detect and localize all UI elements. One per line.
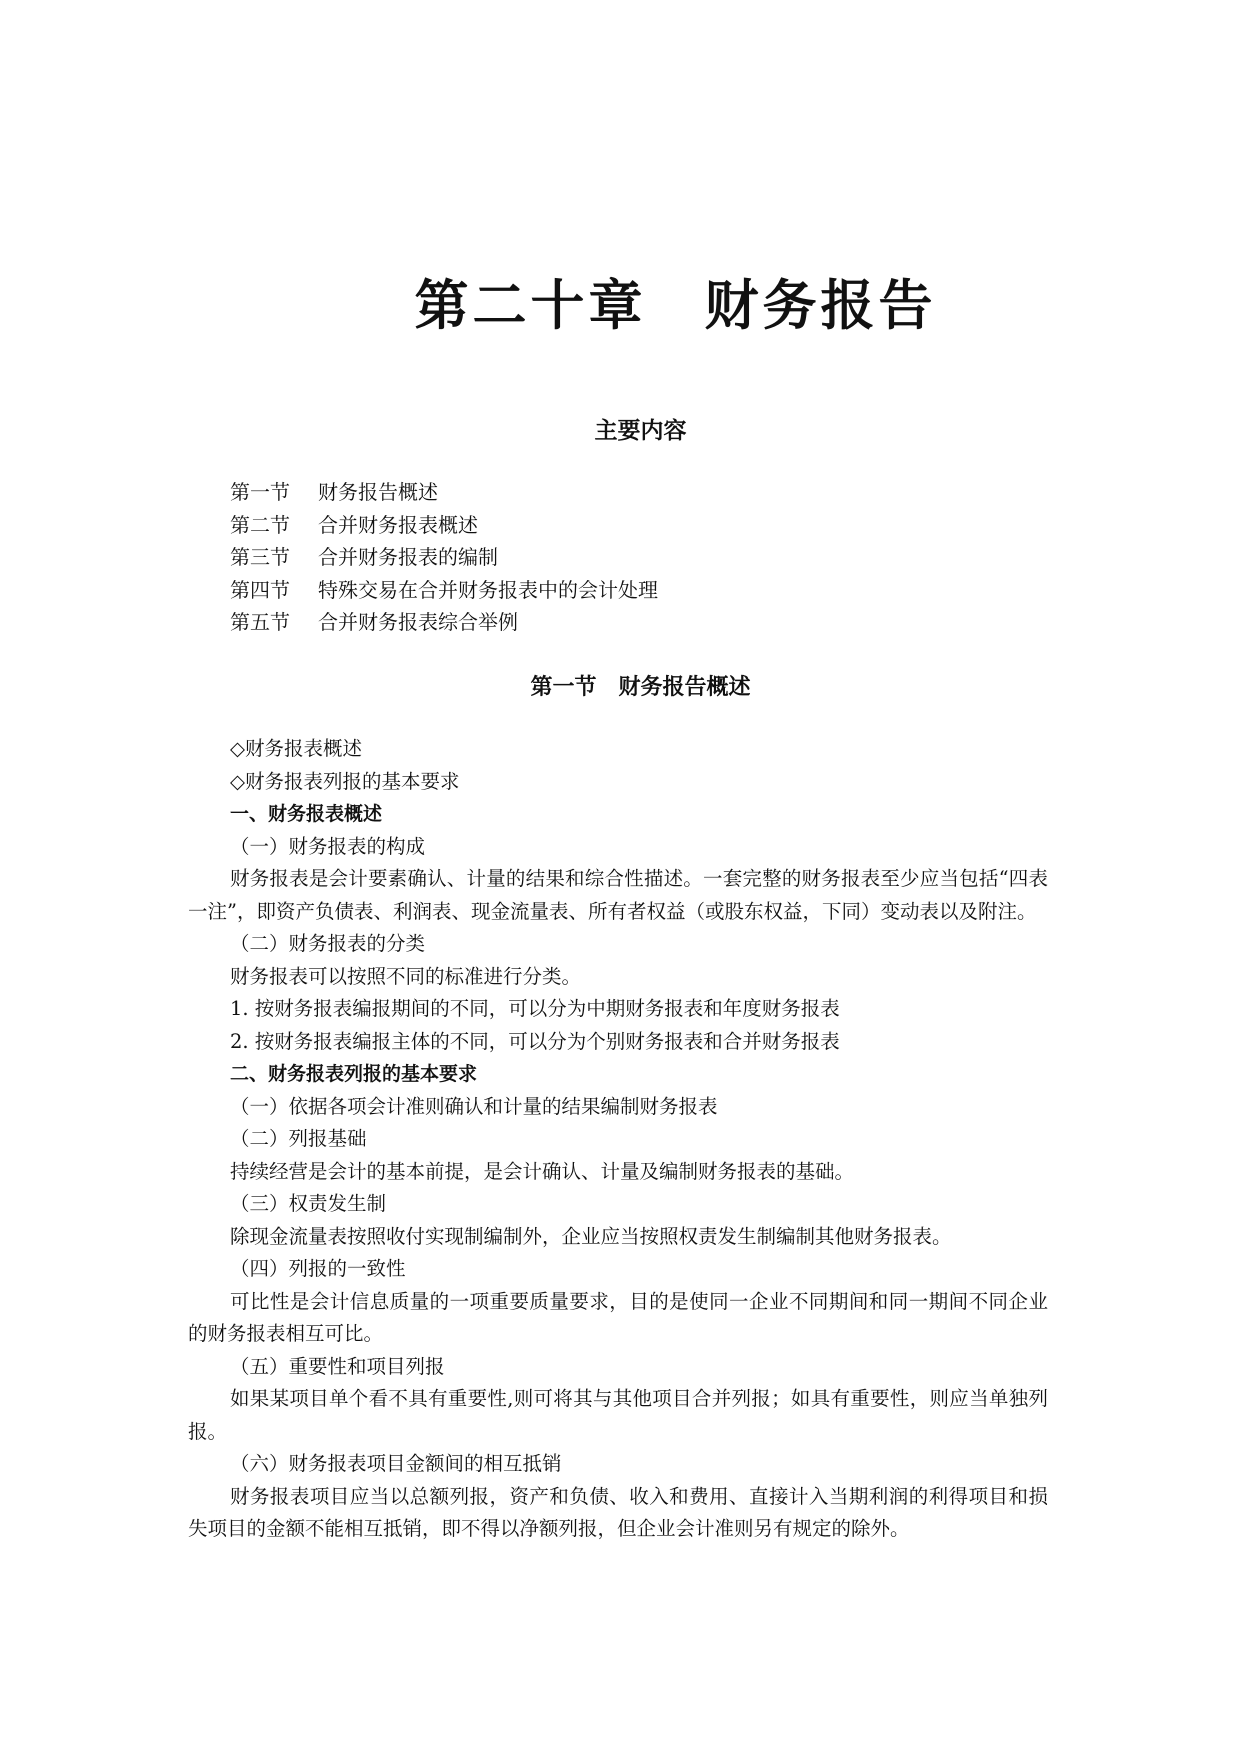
paragraph: 财务报表可以按照不同的标准进行分类。: [230, 964, 582, 988]
subsection-title: （六）财务报表项目金额间的相互抵销: [230, 1452, 562, 1475]
toc-item-number: 第二节: [230, 512, 290, 537]
subsection-title: （一）财务报表的构成: [230, 834, 426, 858]
subsection-title: （四）列报的一致性: [230, 1257, 406, 1280]
toc-item-title: 特殊交易在合并财务报表中的会计处理: [318, 577, 658, 602]
chapter-title: 第二十章 财务报告: [414, 274, 937, 337]
toc-item-title: 合并财务报表概述: [318, 512, 478, 537]
toc-item-number: 第三节: [230, 545, 290, 569]
toc-item: [230, 574, 1050, 607]
toc-item: [230, 509, 1050, 542]
paragraph: 财务报表是会计要素确认、计量的结果和综合性描述。一套完整的财务报表至少应当包括“四表一注”，即资产负债表、利润表、现金流量表、所有者权益（或股东权益，下同）变动表以及附注。: [188, 867, 1048, 923]
toc-item-title: 合并财务报表综合举例: [318, 610, 518, 634]
toc-item-number: 第四节: [230, 577, 290, 602]
paragraph: 如果某项目单个看不具有重要性,则可将其与其他项目合并列报；如具有重要性，则应当单独列报。: [188, 1387, 1048, 1443]
paragraph: 1. 按财务报表编报期间的不同，可以分为中期财务报表和年度财务报表: [230, 997, 840, 1020]
subsection-title: （一）依据各项会计准则确认和计量的结果编制财务报表: [230, 1094, 718, 1118]
subsection-title: （三）权责发生制: [230, 1192, 387, 1215]
toc-item: [230, 476, 1050, 509]
bullet-item: ◇财务报表列报的基本要求: [230, 769, 460, 793]
subsection-title: （五）重要性和项目列报: [230, 1354, 445, 1378]
subsection-heading: 一、财务报表概述: [230, 803, 383, 825]
paragraph: 财务报表项目应当以总额列报，资产和负债、收入和费用、直接计入当期利润的利得项目和损失项目的金额不能相互抵销，即不得以净额列报，但企业会计准则另有规定的除外。: [188, 1484, 1048, 1540]
toc-item-number: 第一节: [230, 480, 290, 504]
subsection-heading: 二、财务报表列报的基本要求: [230, 1063, 478, 1085]
toc-item-title: 合并财务报表的编制: [318, 545, 498, 569]
paragraph: 除现金流量表按照收付实现制编制外，企业应当按照权责发生制编制其他财务报表。: [230, 1224, 952, 1248]
toc-item-number: 第五节: [230, 610, 290, 634]
subsection-title: （二）财务报表的分类: [230, 932, 426, 955]
section-heading: 第一节 财务报告概述: [530, 675, 751, 700]
toc-heading: 主要内容: [594, 418, 687, 444]
toc-item-title: 财务报告概述: [318, 480, 438, 504]
bullet-item: ◇财务报表概述: [230, 737, 362, 760]
paragraph: 2. 按财务报表编报主体的不同，可以分为个别财务报表和合并财务报表: [230, 1029, 840, 1053]
toc-item: [230, 541, 1050, 574]
section-body: [188, 733, 1048, 1546]
toc-item: [230, 606, 1050, 639]
paragraph: 可比性是会计信息质量的一项重要质量要求，目的是使同一企业不同期间和同一期间不同企业的财务报表相互可比。: [188, 1289, 1048, 1345]
table-of-contents: [230, 476, 1050, 639]
subsection-title: （二）列报基础: [230, 1127, 367, 1150]
paragraph: 持续经营是会计的基本前提，是会计确认、计量及编制财务报表的基础。: [230, 1159, 855, 1183]
